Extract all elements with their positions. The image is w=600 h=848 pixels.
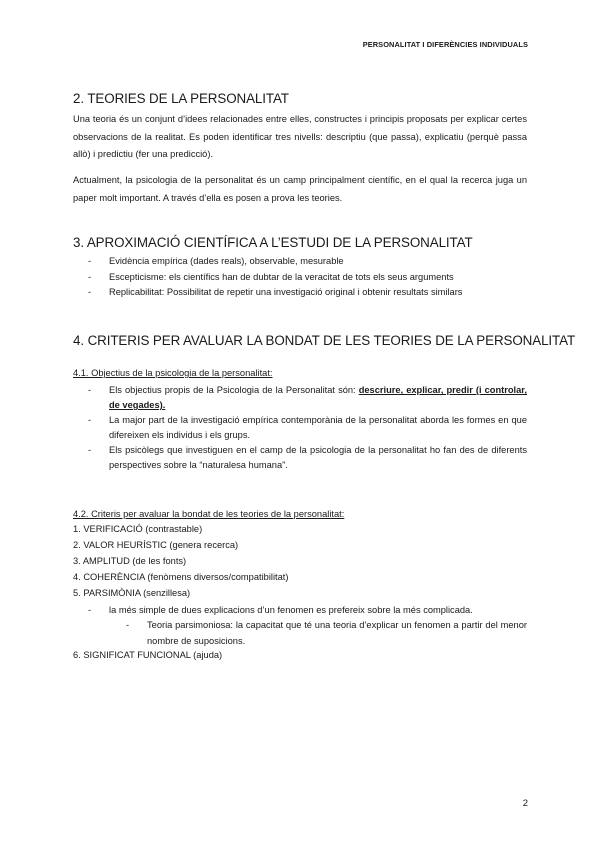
criterion-2: 2. VALOR HEURÍSTIC (genera recerca) <box>73 540 239 550</box>
subsection-4-2-heading: 4.2. Criteris per avaluar la bondat de les teories de la personalitat: <box>73 509 345 519</box>
list-item <box>88 383 527 413</box>
section-2-paragraph-1: Una teoria és un conjunt d’idees relacionades entre elles, constructes i principis proposats per explicar certes observacions de la realitat. Es poden identificar tres nivells: descriptiu (que passa), explicatiu (perquè passa allò) i predictiu (fer una predicció). <box>73 114 527 159</box>
section-2-title: 2. TEORIES DE LA PERSONALITAT <box>73 91 289 106</box>
list-item: - Escepticisme: els científics han de dubtar de la veracitat de tots els seus arguments <box>88 270 527 286</box>
list-item: - Evidència empírica (dades reals), observable, mesurable <box>88 254 527 270</box>
criterion-6: 6. SIGNIFICAT FUNCIONAL (ajuda) <box>73 650 223 660</box>
objectives-list <box>88 383 527 473</box>
parsimony-sublist <box>126 618 527 649</box>
objectives-emphasis: descriure, explicar, predir (i controlar, de vegades). <box>109 385 527 410</box>
criterion-4: 4. COHERÈNCIA (fenòmens diversos/compatibilitat) <box>73 572 289 582</box>
list-item: - Replicabilitat: Possibilitat de repetir una investigació original i obtenir resultats similars <box>88 285 527 301</box>
parsimony-list <box>88 603 527 619</box>
criterion-3: 3. AMPLITUD (de les fonts) <box>73 556 187 566</box>
list-item: - Els psicòlegs que investiguen en el camp de la psicologia de la personalitat ho fan des de diferents perspectives sobre la “naturalesa humana”. <box>88 443 527 473</box>
list-item: - Teoria parsimoniosa: la capacitat que té una teoria d’explicar un fenomen a partir del menor nombre de suposicions. <box>126 618 527 649</box>
criterion-1: 1. VERIFICACIÓ (contrastable) <box>73 524 203 534</box>
subsection-4-1-heading: 4.1. Objectius de la psicologia de la personalitat: <box>73 368 273 378</box>
objectives-text: Els objectius propis de la Psicologia de la Personalitat són: <box>109 385 359 395</box>
section-4-title: 4. CRITERIS PER AVALUAR LA BONDAT DE LES TEORIES DE LA PERSONALITAT <box>73 333 576 348</box>
list-item: - la més simple de dues explicacions d’un fenomen es prefereix sobre la més complicada. <box>88 603 527 619</box>
running-header: PERSONALITAT I DIFERÈNCIES INDIVIDUALS <box>362 40 528 49</box>
section-3-title: 3. APROXIMACIÓ CIENTÍFICA A L’ESTUDI DE LA PERSONALITAT <box>73 235 473 250</box>
section-3-list <box>88 254 527 301</box>
page-number: 2 <box>522 798 528 809</box>
section-2-paragraph-2: Actualment, la psicologia de la personalitat és un camp principalment científic, en el qual la recerca juga un paper molt important. A través d’ella es posen a prova les teories. <box>73 175 527 203</box>
list-item: - La major part de la investigació empírica contemporània de la personalitat aborda les formes en que difereixen els individus i els grups. <box>88 413 527 443</box>
criterion-5: 5. PARSIMÒNIA (senzillesa) <box>73 588 191 598</box>
